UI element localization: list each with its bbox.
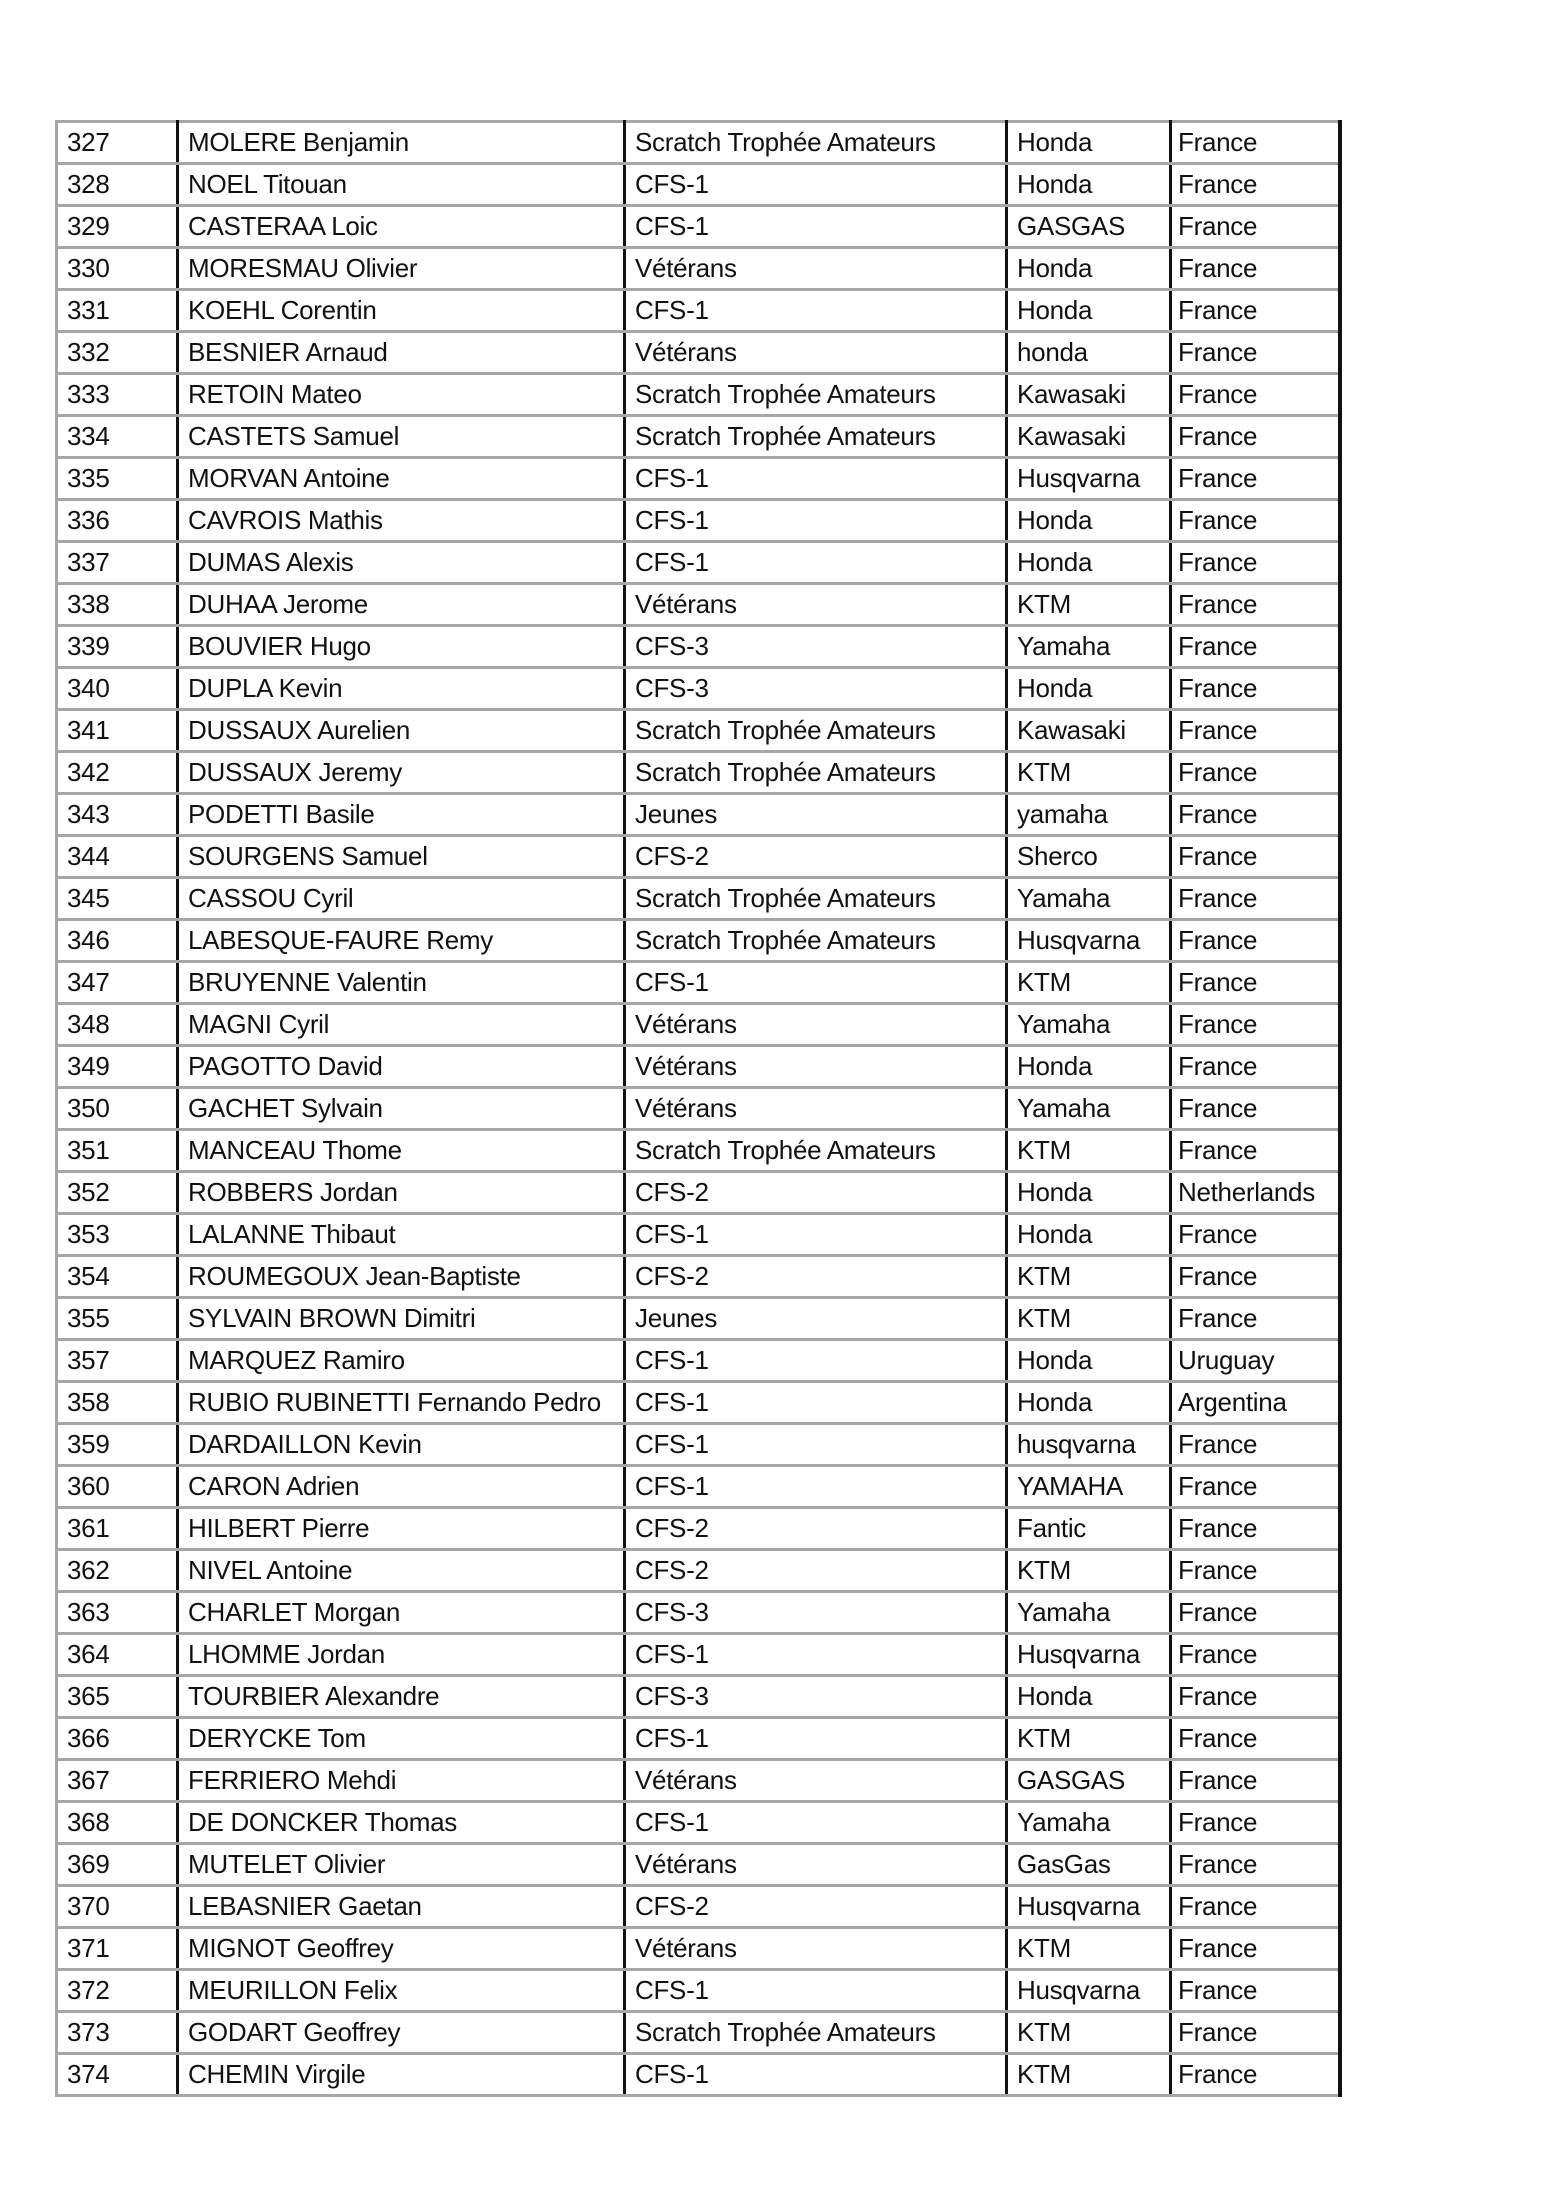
rider-name-cell: DUHAA Jerome <box>178 584 625 626</box>
table-row <box>57 1634 1340 1676</box>
rider-name-cell: CASTETS Samuel <box>178 416 625 458</box>
country-cell: France <box>1171 2054 1340 2096</box>
brand-cell: KTM <box>1007 752 1171 794</box>
brand-cell: KTM <box>1007 962 1171 1004</box>
table-row <box>57 1718 1340 1760</box>
category-cell: CFS-3 <box>625 626 1007 668</box>
rider-number-cell: 328 <box>57 164 178 206</box>
rider-number-cell: 367 <box>57 1760 178 1802</box>
country-cell: France <box>1171 962 1340 1004</box>
country-cell: France <box>1171 1718 1340 1760</box>
brand-cell: GasGas <box>1007 1844 1171 1886</box>
country-cell: France <box>1171 542 1340 584</box>
rider-name-cell: HILBERT Pierre <box>178 1508 625 1550</box>
country-cell: France <box>1171 668 1340 710</box>
rider-number-cell: 368 <box>57 1802 178 1844</box>
rider-number-cell: 358 <box>57 1382 178 1424</box>
category-cell: CFS-1 <box>625 1382 1007 1424</box>
category-cell: Scratch Trophée Amateurs <box>625 416 1007 458</box>
table-row <box>57 290 1340 332</box>
country-cell: France <box>1171 836 1340 878</box>
rider-number-cell: 353 <box>57 1214 178 1256</box>
category-cell: CFS-1 <box>625 542 1007 584</box>
rider-number-cell: 330 <box>57 248 178 290</box>
brand-cell: Yamaha <box>1007 1088 1171 1130</box>
table-row <box>57 1886 1340 1928</box>
brand-cell: KTM <box>1007 2054 1171 2096</box>
rider-name-cell: BESNIER Arnaud <box>178 332 625 374</box>
category-cell: Vétérans <box>625 1928 1007 1970</box>
category-cell: CFS-1 <box>625 164 1007 206</box>
brand-cell: KTM <box>1007 1130 1171 1172</box>
country-cell: France <box>1171 332 1340 374</box>
rider-number-cell: 333 <box>57 374 178 416</box>
rider-name-cell: DERYCKE Tom <box>178 1718 625 1760</box>
rider-name-cell: LABESQUE-FAURE Remy <box>178 920 625 962</box>
rider-number-cell: 351 <box>57 1130 178 1172</box>
brand-cell: KTM <box>1007 2012 1171 2054</box>
brand-cell: Kawasaki <box>1007 416 1171 458</box>
category-cell: Scratch Trophée Amateurs <box>625 878 1007 920</box>
rider-number-cell: 349 <box>57 1046 178 1088</box>
country-cell: France <box>1171 206 1340 248</box>
table-row <box>57 332 1340 374</box>
category-cell: CFS-1 <box>625 458 1007 500</box>
brand-cell: Honda <box>1007 1676 1171 1718</box>
category-cell: Vétérans <box>625 248 1007 290</box>
table-row <box>57 500 1340 542</box>
country-cell: France <box>1171 1214 1340 1256</box>
category-cell: CFS-2 <box>625 1256 1007 1298</box>
rider-number-cell: 346 <box>57 920 178 962</box>
table-row <box>57 920 1340 962</box>
country-cell: France <box>1171 584 1340 626</box>
country-cell: Netherlands <box>1171 1172 1340 1214</box>
brand-cell: Kawasaki <box>1007 374 1171 416</box>
table-row <box>57 206 1340 248</box>
category-cell: CFS-2 <box>625 1886 1007 1928</box>
brand-cell: Honda <box>1007 542 1171 584</box>
country-cell: France <box>1171 878 1340 920</box>
rider-number-cell: 365 <box>57 1676 178 1718</box>
table-row <box>57 1676 1340 1718</box>
table-row <box>57 1928 1340 1970</box>
table-row <box>57 122 1340 164</box>
country-cell: Uruguay <box>1171 1340 1340 1382</box>
rider-name-cell: MOLERE Benjamin <box>178 122 625 164</box>
rider-name-cell: RETOIN Mateo <box>178 374 625 416</box>
table-row <box>57 2054 1340 2096</box>
entry-list-table <box>55 120 1342 2097</box>
rider-name-cell: MORESMAU Olivier <box>178 248 625 290</box>
country-cell: France <box>1171 1928 1340 1970</box>
country-cell: France <box>1171 1130 1340 1172</box>
brand-cell: honda <box>1007 332 1171 374</box>
brand-cell: Husqvarna <box>1007 1634 1171 1676</box>
table-row <box>57 164 1340 206</box>
rider-name-cell: FERRIERO Mehdi <box>178 1760 625 1802</box>
rider-number-cell: 354 <box>57 1256 178 1298</box>
country-cell: France <box>1171 920 1340 962</box>
brand-cell: Yamaha <box>1007 1004 1171 1046</box>
brand-cell: Yamaha <box>1007 1592 1171 1634</box>
brand-cell: Honda <box>1007 1340 1171 1382</box>
rider-name-cell: MEURILLON Felix <box>178 1970 625 2012</box>
brand-cell: yamaha <box>1007 794 1171 836</box>
brand-cell: Husqvarna <box>1007 920 1171 962</box>
rider-name-cell: DARDAILLON Kevin <box>178 1424 625 1466</box>
category-cell: Vétérans <box>625 1046 1007 1088</box>
brand-cell: Husqvarna <box>1007 458 1171 500</box>
rider-number-cell: 336 <box>57 500 178 542</box>
rider-name-cell: GACHET Sylvain <box>178 1088 625 1130</box>
rider-number-cell: 357 <box>57 1340 178 1382</box>
rider-name-cell: DUSSAUX Aurelien <box>178 710 625 752</box>
rider-name-cell: PODETTI Basile <box>178 794 625 836</box>
entry-list-body <box>57 122 1340 2096</box>
rider-number-cell: 369 <box>57 1844 178 1886</box>
rider-name-cell: DUPLA Kevin <box>178 668 625 710</box>
brand-cell: KTM <box>1007 1298 1171 1340</box>
brand-cell: KTM <box>1007 1928 1171 1970</box>
table-row <box>57 1046 1340 1088</box>
category-cell: CFS-1 <box>625 500 1007 542</box>
country-cell: France <box>1171 416 1340 458</box>
rider-number-cell: 355 <box>57 1298 178 1340</box>
country-cell: France <box>1171 1256 1340 1298</box>
country-cell: France <box>1171 164 1340 206</box>
country-cell: France <box>1171 2012 1340 2054</box>
rider-number-cell: 335 <box>57 458 178 500</box>
brand-cell: YAMAHA <box>1007 1466 1171 1508</box>
rider-name-cell: MORVAN Antoine <box>178 458 625 500</box>
table-row <box>57 1424 1340 1466</box>
country-cell: France <box>1171 500 1340 542</box>
rider-number-cell: 334 <box>57 416 178 458</box>
rider-number-cell: 337 <box>57 542 178 584</box>
category-cell: CFS-1 <box>625 1424 1007 1466</box>
category-cell: CFS-1 <box>625 1466 1007 1508</box>
brand-cell: Honda <box>1007 1382 1171 1424</box>
rider-number-cell: 350 <box>57 1088 178 1130</box>
rider-number-cell: 341 <box>57 710 178 752</box>
rider-number-cell: 366 <box>57 1718 178 1760</box>
table-row <box>57 1214 1340 1256</box>
table-row <box>57 1592 1340 1634</box>
country-cell: France <box>1171 626 1340 668</box>
rider-number-cell: 359 <box>57 1424 178 1466</box>
rider-number-cell: 364 <box>57 1634 178 1676</box>
category-cell: CFS-1 <box>625 2054 1007 2096</box>
category-cell: CFS-1 <box>625 206 1007 248</box>
table-row <box>57 1088 1340 1130</box>
category-cell: CFS-2 <box>625 1172 1007 1214</box>
table-row <box>57 1760 1340 1802</box>
table-row <box>57 1844 1340 1886</box>
category-cell: CFS-2 <box>625 1508 1007 1550</box>
brand-cell: GASGAS <box>1007 1760 1171 1802</box>
country-cell: France <box>1171 752 1340 794</box>
country-cell: France <box>1171 1634 1340 1676</box>
table-row <box>57 878 1340 920</box>
table-row <box>57 1340 1340 1382</box>
table-row <box>57 1466 1340 1508</box>
rider-number-cell: 370 <box>57 1886 178 1928</box>
brand-cell: Honda <box>1007 1214 1171 1256</box>
rider-name-cell: CARON Adrien <box>178 1466 625 1508</box>
category-cell: CFS-3 <box>625 668 1007 710</box>
country-cell: France <box>1171 1424 1340 1466</box>
brand-cell: Honda <box>1007 1172 1171 1214</box>
rider-number-cell: 360 <box>57 1466 178 1508</box>
rider-number-cell: 373 <box>57 2012 178 2054</box>
brand-cell: GASGAS <box>1007 206 1171 248</box>
rider-name-cell: SOURGENS Samuel <box>178 836 625 878</box>
brand-cell: KTM <box>1007 1256 1171 1298</box>
rider-number-cell: 361 <box>57 1508 178 1550</box>
table-row <box>57 1508 1340 1550</box>
category-cell: CFS-3 <box>625 1592 1007 1634</box>
category-cell: Scratch Trophée Amateurs <box>625 374 1007 416</box>
category-cell: CFS-2 <box>625 1550 1007 1592</box>
rider-number-cell: 340 <box>57 668 178 710</box>
category-cell: Vétérans <box>625 332 1007 374</box>
rider-name-cell: BRUYENNE Valentin <box>178 962 625 1004</box>
rider-name-cell: RUBIO RUBINETTI Fernando Pedro <box>178 1382 625 1424</box>
category-cell: CFS-1 <box>625 962 1007 1004</box>
rider-name-cell: SYLVAIN BROWN Dimitri <box>178 1298 625 1340</box>
table-row <box>57 710 1340 752</box>
table-row <box>57 1256 1340 1298</box>
category-cell: Vétérans <box>625 584 1007 626</box>
rider-number-cell: 343 <box>57 794 178 836</box>
category-cell: CFS-1 <box>625 1970 1007 2012</box>
rider-number-cell: 348 <box>57 1004 178 1046</box>
country-cell: France <box>1171 794 1340 836</box>
rider-number-cell: 345 <box>57 878 178 920</box>
rider-name-cell: BOUVIER Hugo <box>178 626 625 668</box>
table-row <box>57 1550 1340 1592</box>
table-row <box>57 416 1340 458</box>
country-cell: France <box>1171 374 1340 416</box>
brand-cell: Honda <box>1007 668 1171 710</box>
brand-cell: Yamaha <box>1007 878 1171 920</box>
rider-name-cell: TOURBIER Alexandre <box>178 1676 625 1718</box>
table-row <box>57 1802 1340 1844</box>
country-cell: France <box>1171 1676 1340 1718</box>
brand-cell: Husqvarna <box>1007 1886 1171 1928</box>
brand-cell: Honda <box>1007 248 1171 290</box>
rider-name-cell: LEBASNIER Gaetan <box>178 1886 625 1928</box>
rider-name-cell: ROBBERS Jordan <box>178 1172 625 1214</box>
table-row <box>57 836 1340 878</box>
country-cell: France <box>1171 248 1340 290</box>
country-cell: France <box>1171 1088 1340 1130</box>
rider-name-cell: NOEL Titouan <box>178 164 625 206</box>
rider-number-cell: 339 <box>57 626 178 668</box>
category-cell: Scratch Trophée Amateurs <box>625 710 1007 752</box>
rider-number-cell: 352 <box>57 1172 178 1214</box>
rider-name-cell: LHOMME Jordan <box>178 1634 625 1676</box>
country-cell: France <box>1171 1844 1340 1886</box>
category-cell: CFS-1 <box>625 1214 1007 1256</box>
table-row <box>57 794 1340 836</box>
rider-name-cell: MAGNI Cyril <box>178 1004 625 1046</box>
rider-name-cell: CAVROIS Mathis <box>178 500 625 542</box>
rider-number-cell: 331 <box>57 290 178 332</box>
category-cell: CFS-1 <box>625 290 1007 332</box>
country-cell: France <box>1171 1298 1340 1340</box>
category-cell: CFS-1 <box>625 1718 1007 1760</box>
rider-number-cell: 344 <box>57 836 178 878</box>
rider-name-cell: GODART Geoffrey <box>178 2012 625 2054</box>
table-row <box>57 962 1340 1004</box>
category-cell: Vétérans <box>625 1760 1007 1802</box>
category-cell: Vétérans <box>625 1004 1007 1046</box>
table-row <box>57 1970 1340 2012</box>
rider-number-cell: 338 <box>57 584 178 626</box>
rider-number-cell: 329 <box>57 206 178 248</box>
table-row <box>57 1130 1340 1172</box>
rider-name-cell: DUSSAUX Jeremy <box>178 752 625 794</box>
brand-cell: Kawasaki <box>1007 710 1171 752</box>
country-cell: France <box>1171 1508 1340 1550</box>
rider-name-cell: CASSOU Cyril <box>178 878 625 920</box>
table-row <box>57 542 1340 584</box>
rider-number-cell: 372 <box>57 1970 178 2012</box>
rider-number-cell: 374 <box>57 2054 178 2096</box>
country-cell: France <box>1171 1046 1340 1088</box>
rider-number-cell: 347 <box>57 962 178 1004</box>
rider-name-cell: PAGOTTO David <box>178 1046 625 1088</box>
category-cell: Vétérans <box>625 1844 1007 1886</box>
table-row <box>57 374 1340 416</box>
rider-name-cell: ROUMEGOUX Jean-Baptiste <box>178 1256 625 1298</box>
rider-name-cell: NIVEL Antoine <box>178 1550 625 1592</box>
category-cell: Jeunes <box>625 1298 1007 1340</box>
country-cell: France <box>1171 458 1340 500</box>
brand-cell: Yamaha <box>1007 1802 1171 1844</box>
brand-cell: Honda <box>1007 500 1171 542</box>
table-row <box>57 1298 1340 1340</box>
rider-name-cell: LALANNE Thibaut <box>178 1214 625 1256</box>
rider-number-cell: 363 <box>57 1592 178 1634</box>
brand-cell: KTM <box>1007 584 1171 626</box>
brand-cell: Honda <box>1007 1046 1171 1088</box>
rider-name-cell: MIGNOT Geoffrey <box>178 1928 625 1970</box>
country-cell: France <box>1171 710 1340 752</box>
rider-number-cell: 327 <box>57 122 178 164</box>
rider-name-cell: KOEHL Corentin <box>178 290 625 332</box>
brand-cell: Honda <box>1007 122 1171 164</box>
country-cell: France <box>1171 122 1340 164</box>
brand-cell: Honda <box>1007 290 1171 332</box>
brand-cell: KTM <box>1007 1718 1171 1760</box>
category-cell: CFS-1 <box>625 1802 1007 1844</box>
table-row <box>57 2012 1340 2054</box>
brand-cell: Yamaha <box>1007 626 1171 668</box>
rider-name-cell: DE DONCKER Thomas <box>178 1802 625 1844</box>
brand-cell: Husqvarna <box>1007 1970 1171 2012</box>
rider-name-cell: DUMAS Alexis <box>178 542 625 584</box>
brand-cell: KTM <box>1007 1550 1171 1592</box>
table-row <box>57 1004 1340 1046</box>
table-row <box>57 584 1340 626</box>
rider-name-cell: CHEMIN Virgile <box>178 2054 625 2096</box>
table-row <box>57 248 1340 290</box>
rider-number-cell: 362 <box>57 1550 178 1592</box>
rider-name-cell: CHARLET Morgan <box>178 1592 625 1634</box>
rider-number-cell: 371 <box>57 1928 178 1970</box>
category-cell: Scratch Trophée Amateurs <box>625 122 1007 164</box>
rider-name-cell: MANCEAU Thome <box>178 1130 625 1172</box>
country-cell: France <box>1171 1550 1340 1592</box>
table-row <box>57 752 1340 794</box>
country-cell: France <box>1171 1802 1340 1844</box>
category-cell: Scratch Trophée Amateurs <box>625 920 1007 962</box>
brand-cell: Honda <box>1007 164 1171 206</box>
category-cell: CFS-1 <box>625 1340 1007 1382</box>
brand-cell: husqvarna <box>1007 1424 1171 1466</box>
country-cell: France <box>1171 290 1340 332</box>
table-row <box>57 1172 1340 1214</box>
country-cell: France <box>1171 1592 1340 1634</box>
rider-number-cell: 342 <box>57 752 178 794</box>
country-cell: France <box>1171 1004 1340 1046</box>
country-cell: France <box>1171 1466 1340 1508</box>
table-row <box>57 668 1340 710</box>
rider-name-cell: MARQUEZ Ramiro <box>178 1340 625 1382</box>
table-row <box>57 1382 1340 1424</box>
country-cell: France <box>1171 1760 1340 1802</box>
country-cell: France <box>1171 1886 1340 1928</box>
category-cell: Scratch Trophée Amateurs <box>625 752 1007 794</box>
rider-name-cell: CASTERAA Loic <box>178 206 625 248</box>
category-cell: Vétérans <box>625 1088 1007 1130</box>
table-row <box>57 458 1340 500</box>
country-cell: France <box>1171 1970 1340 2012</box>
category-cell: CFS-2 <box>625 836 1007 878</box>
table-row <box>57 626 1340 668</box>
rider-number-cell: 332 <box>57 332 178 374</box>
category-cell: CFS-1 <box>625 1634 1007 1676</box>
category-cell: Jeunes <box>625 794 1007 836</box>
brand-cell: Sherco <box>1007 836 1171 878</box>
category-cell: Scratch Trophée Amateurs <box>625 2012 1007 2054</box>
rider-name-cell: MUTELET Olivier <box>178 1844 625 1886</box>
category-cell: Scratch Trophée Amateurs <box>625 1130 1007 1172</box>
country-cell: Argentina <box>1171 1382 1340 1424</box>
category-cell: CFS-3 <box>625 1676 1007 1718</box>
brand-cell: Fantic <box>1007 1508 1171 1550</box>
